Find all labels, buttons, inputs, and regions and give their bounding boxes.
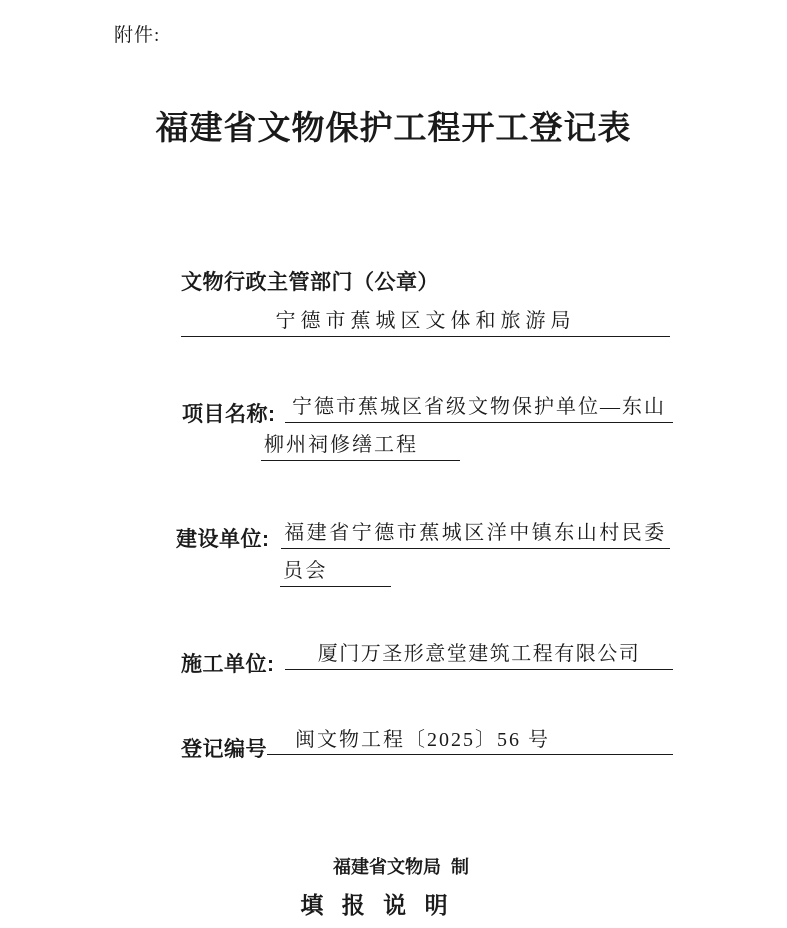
field-label-department: 文物行政主管部门（公章） — [181, 271, 439, 294]
field-label-owner-unit: 建设单位: — [176, 528, 270, 551]
field-label-contractor-unit: 施工单位: — [181, 653, 275, 676]
field-value-contractor-unit: 厦门万圣形意堂建筑工程有限公司 — [285, 640, 673, 670]
field-value-project-name-line1: 宁德市蕉城区省级文物保护单位—东山 — [285, 392, 673, 423]
field-value-registration-number: 闽文物工程〔2025〕56 号 — [267, 726, 673, 755]
field-value-owner-unit-line1: 福建省宁德市蕉城区洋中镇东山村民委 — [281, 518, 670, 549]
field-label-registration-number: 登记编号 — [181, 738, 267, 761]
issuer-line: 福建省文物局 制 — [332, 857, 469, 877]
field-value-owner-unit-line2: 员会 — [280, 556, 391, 587]
instructions-heading: 填 报 说 明 — [300, 892, 454, 918]
field-value-department: 宁德市蕉城区文体和旅游局 — [181, 306, 670, 337]
field-value-project-name-line2: 柳州祠修缮工程 — [261, 430, 460, 461]
field-label-project-name: 项目名称: — [182, 403, 276, 426]
page-title: 福建省文物保护工程开工登记表 — [155, 111, 632, 147]
attachment-label: 附件: — [114, 25, 161, 46]
